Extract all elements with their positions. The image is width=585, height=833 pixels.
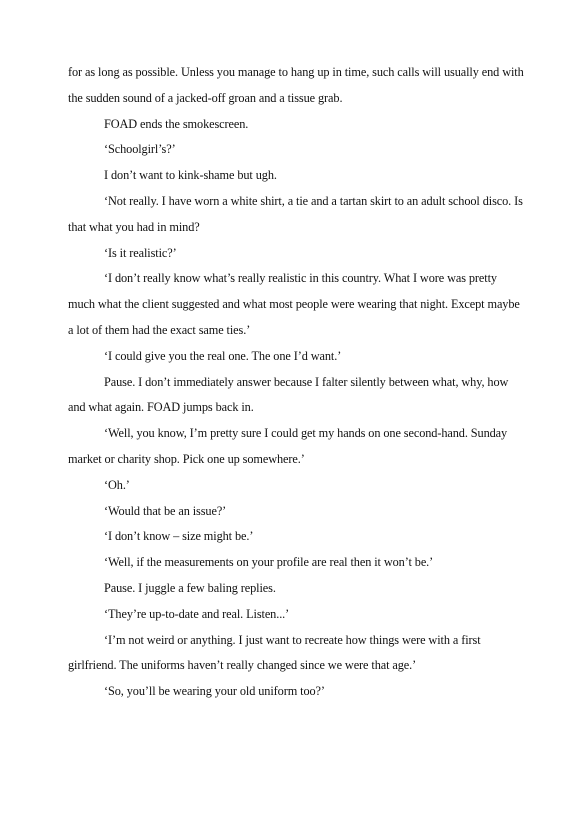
paragraph-5: ‘Not really. I have worn a white shirt, a tie and a tartan skirt to an adult school disco. Is that what you had in mind? (68, 193, 523, 234)
paragraph-2: FOAD ends the smokescreen. (104, 116, 249, 131)
paragraph-16: ‘They’re up-to-date and real. Listen...’ (104, 606, 290, 621)
paragraph-14: ‘Well, if the measurements on your profile are real then it won’t be.’ (104, 555, 434, 570)
paragraph-4: I don’t want to kink-shame but ugh. (104, 168, 277, 183)
paragraph-11: ‘Oh.’ (104, 477, 130, 492)
paragraph-8: ‘I could give you the real one. The one I’d want.’ (104, 348, 342, 363)
paragraph-1: for as long as possible. Unless you manage to hang up in time, such calls will usually end with the sudden sound of a jacked-off groan and a tissue grab. (68, 65, 524, 105)
paragraph-9: Pause. I don’t immediately answer because I falter silently between what, why, how and what again. FOAD jumps back in. (68, 374, 509, 415)
paragraph-17: ‘I’m not weird or anything. I just want to recreate how things were with a first girlfriend. The uniforms haven’t really changed since we were that age.’ (68, 632, 481, 673)
paragraph-6: ‘Is it realistic?’ (104, 245, 177, 260)
paragraph-3: ‘Schoolgirl’s?’ (104, 142, 176, 157)
paragraph-13: ‘I don’t know – size might be.’ (104, 529, 254, 544)
paragraph-7: ‘I don’t really know what’s really realistic in this country. What I wore was pretty much what the client suggested and what most people were wearing that night. Except maybe a lot of them had the exact same ties.’ (68, 271, 520, 337)
paragraph-18: ‘So, you’ll be wearing your old uniform too?’ (104, 684, 325, 699)
paragraph-10: ‘Well, you know, I’m pretty sure I could get my hands on one second-hand. Sunday market or charity shop. Pick one up somewhere.’ (68, 426, 508, 466)
paragraph-15: Pause. I juggle a few baling replies. (104, 580, 276, 595)
paragraph-12: ‘Would that be an issue?’ (104, 503, 227, 518)
